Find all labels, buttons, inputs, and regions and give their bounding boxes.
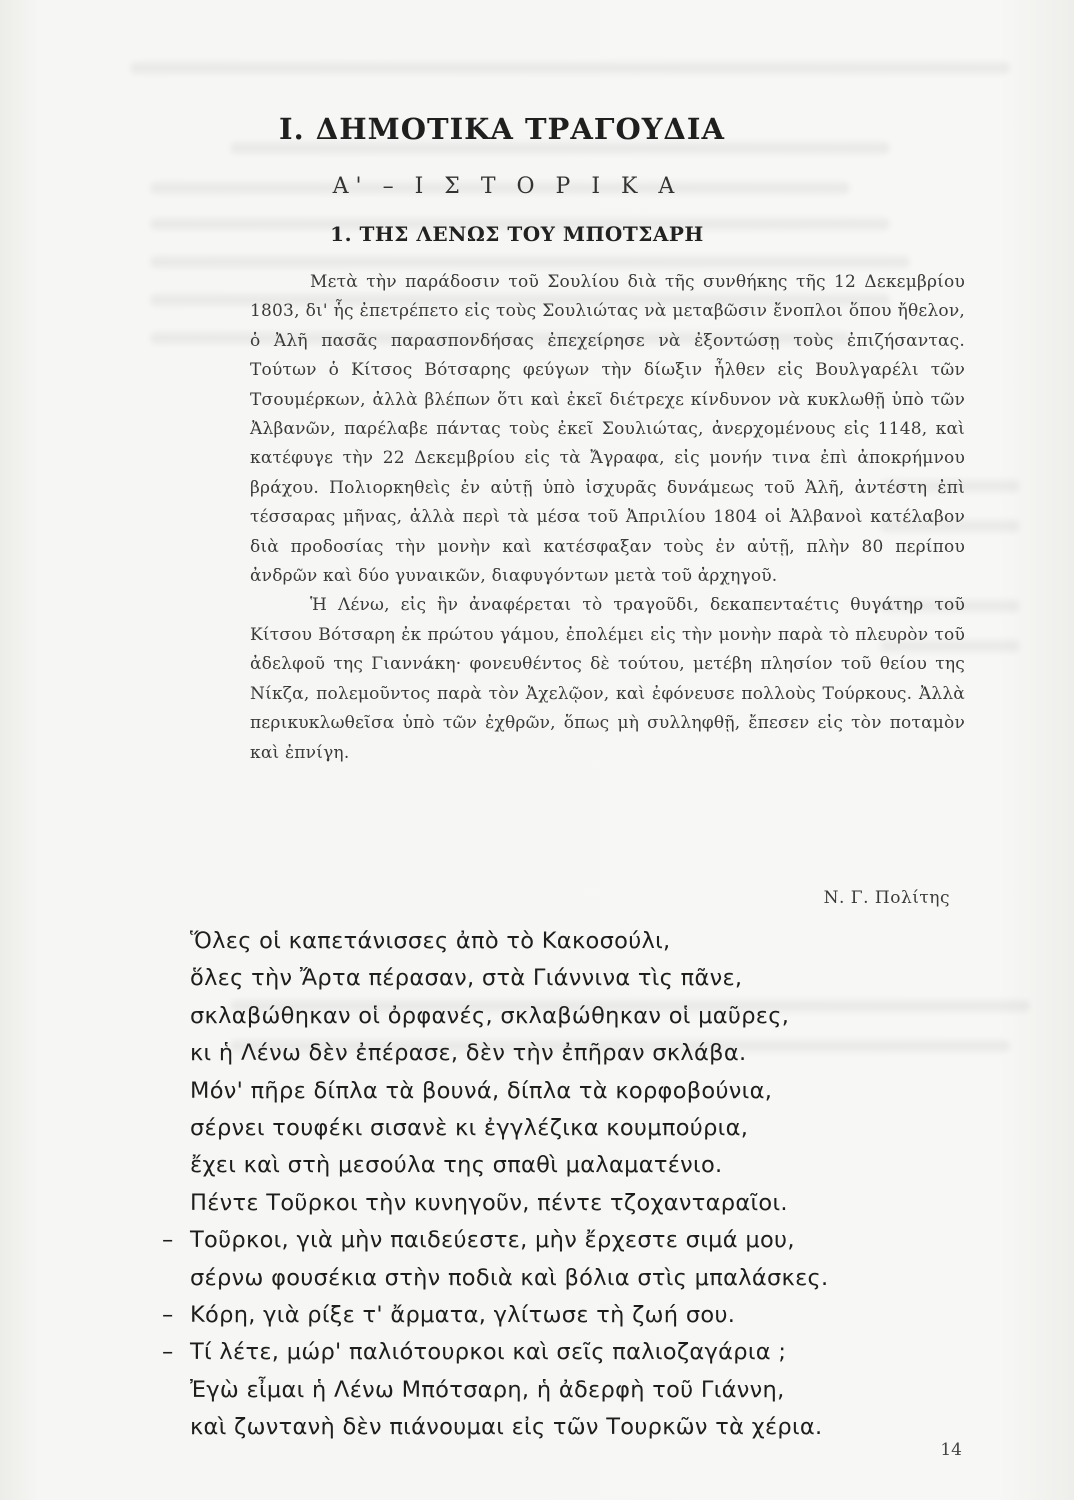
poem-line-text: σέρνω φουσέκια στὴν ποδιὰ καὶ βόλια στὶς μπαλάσκες. [190,1264,829,1291]
page-number: 14 [940,1440,962,1460]
author-signature: Ν. Γ. Πολίτης [823,888,950,908]
poem-line [190,1115,748,1155]
poem-line-text: Μόν' πῆρε δίπλα τὰ βουνά, δίπλα τὰ κορφοβούνια, [190,1077,773,1104]
poem-line-text: ἔχει καὶ στὴ μεσούλα της σπαθὶ μαλαματένιο. [190,1152,723,1179]
poem-line-text: σκλαβώθηκαν οἱ ὀρφανές, σκλαβώθηκαν οἱ μαῦρες, [190,1002,790,1029]
poem-line-text: Πέντε Τοῦρκοι τὴν κυνηγοῦν, πέντε τζοχανταραῖοι. [190,1189,788,1216]
introduction-text [250,268,965,768]
poem-line [162,1227,795,1267]
intro-paragraph-1: Μετὰ τὴν παράδοσιν τοῦ Σουλίου διὰ τῆς συνθήκης τῆς 12 Δεκεμβρίου 1803, δι' ἧς ἐπετρέπετο εἰς τοὺς Σουλιώτας νὰ μεταβῶσιν ἔνοπλοι ὅπου ἤθελον, ὁ Ἀλῆ πασᾶς παρασπονδήσας ἐπεχείρησε νὰ ἐξοντώσῃ τοὺς ἐπιζήσαντας. Τούτων ὁ Κίτσος Βότσαρης φεύγων τὴν δίωξιν ἦλθεν εἰς Βουλγαρέλι τῶν Τσουμέρκων, ἀλλὰ βλέπων ὅτι καὶ ἐκεῖ διέτρεχε κίνδυνον νὰ κυκλωθῇ ὑπὸ τῶν Ἀλβανῶν, παρέλαβε πάντας τοὺς ἐκεῖ Σουλιώτας, ἀνερχομένους εἰς 1148, καὶ κατέφυγε τὴν 22 Δεκεμβρίου εἰς τὰ Ἄγραφα, εἰς μονήν τινα ἐπὶ ἀποκρήμνου βράχου. Πολιορκηθεὶς ἐν αὐτῇ ὑπὸ ἰσχυρᾶς δυνάμεως τοῦ Ἀλῆ, ἀντέστη ἐπὶ τέσσαρας μῆνας, ἀλλὰ περὶ τὰ μέσα τοῦ Ἀπριλίου 1804 οἱ Ἀλβανοὶ κατέλαβον διὰ προδοσίας τὴν μονὴν καὶ κατέσφαξαν τοὺς ἐν αὐτῇ, πλὴν 80 περίπου ἀνδρῶν καὶ δύο γυναικῶν, διαφυγόντων μετὰ τοῦ ἀρχηγοῦ. [250,272,965,587]
poem-line [190,1190,788,1230]
poem-line [190,1265,829,1305]
poem-line-text: Ἐγὼ εἶμαι ἡ Λένω Μπότσαρη, ἡ ἀδερφὴ τοῦ Γιάννη, [190,1376,785,1403]
poem-line-text: Κόρη, γιὰ ρίξε τ' ἄρματα, γλίτωσε τὴ ζωή σου. [190,1302,736,1328]
poem-line-text: Τί λέτε, μώρ' παλιότουρκοι καὶ σεῖς παλιοζαγάρια ; [190,1339,787,1366]
dialogue-dash: – [162,1339,174,1366]
dialogue-dash: – [162,1302,174,1328]
section-heading: Ι. ΔΗΜΟΤΙΚΑ ΤΡΑΓΟΥΔΙΑ [279,112,725,146]
intro-paragraph-2: Ἡ Λένω, εἰς ἣν ἀναφέρεται τὸ τραγοῦδι, δεκαπενταέτις θυγάτηρ τοῦ Κίτσου Βότσαρη ἐκ πρώτου γάμου, ἐπολέμει εἰς τὴν μονὴν παρὰ τὸ πλευρὸν τοῦ ἀδελφοῦ της Γιαννάκη· φονευθέντος δὲ τούτου, μετέβη πλησίον τοῦ θείου της Νίκζα, πολεμοῦντος παρὰ τὸν Ἀχελῷον, καὶ ἐφόνευσε πολλοὺς Τούρκους. Ἀλλὰ περικυκλωθεῖσα ὑπὸ τῶν ἐχθρῶν, ὅπως μὴ συλληφθῇ, ἔπεσεν εἰς τὸν ποταμὸν καὶ ἐπνίγη. [250,595,965,763]
poem-line-text: ὅλες τὴν Ἄρτα πέρασαν, στὰ Γιάννινα τὶς πᾶνε, [190,965,743,992]
poem-line [190,1414,823,1454]
song-title: 1. ΤΗΣ ΛΕΝΩΣ ΤΟΥ ΜΠΟΤΣΑΡΗ [330,222,704,246]
subsection-heading: Α' – Ι Σ Τ Ο Ρ Ι Κ Α [332,174,682,199]
dialogue-dash: – [162,1227,174,1254]
poem-line-text: Ὅλες οἱ καπετάνισσες ἀπὸ τὸ Κακοσούλι, [190,928,671,954]
poem-line-text: καὶ ζωντανὴ δὲν πιάνουμαι εἰς τῶν Τουρκῶν τὰ χέρια. [190,1414,823,1441]
poem-line [190,1377,785,1417]
poem-line-text: σέρνει τουφέκι σισανὲ κι ἐγγλέζικα κουμπούρια, [190,1115,749,1141]
poem-line [162,1302,736,1342]
poem-line [162,1339,787,1379]
poem-line [190,1040,746,1080]
poem-line [190,1003,789,1043]
poem-line [190,1078,772,1118]
poem-line [190,965,742,1005]
poem-line-text: Τοῦρκοι, γιὰ μὴν παιδεύεστε, μὴν ἔρχεστε σιμά μου, [190,1227,795,1254]
poem-line [190,928,671,968]
poem-line-text: κι ἡ Λένω δὲν ἐπέρασε, δὲν τὴν ἐπῆραν σκλάβα. [190,1040,747,1067]
poem-line [190,1152,722,1192]
